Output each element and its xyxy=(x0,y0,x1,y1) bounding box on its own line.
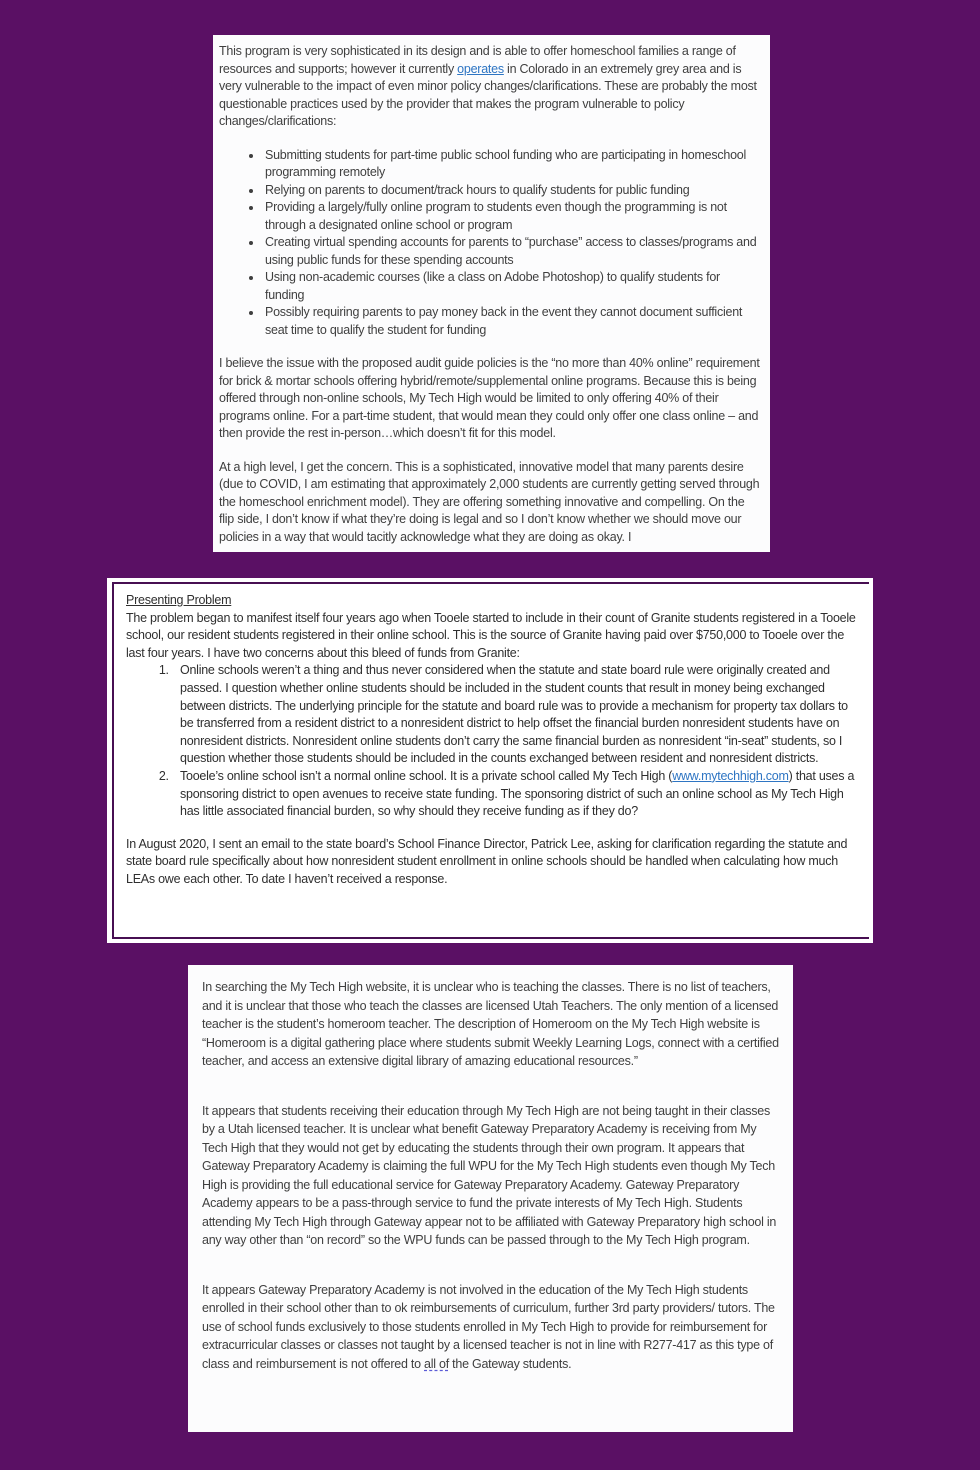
numbered-item xyxy=(172,768,859,821)
bullet-text: Creating virtual spending accounts for parents to “purchase” access to classes/programs and using public funds for these spending accounts xyxy=(265,235,757,267)
audit-guide-paragraph: I believe the issue with the proposed audit guide policies is the “no more than 40% online” requirement for brick & mortar schools offering hybrid/remote/supplemental online programs. Because this is being offered through non-online schools, My Tech High would be limited to only offering 40% of their programs online. For a part-time student, that would mean they could only offer one class online – and then provide the rest in-person…which doesn’t fit for this model. xyxy=(219,356,760,440)
bullet-item xyxy=(263,234,760,269)
numbered-item xyxy=(172,662,859,768)
reimbursement-text-after: the Gateway students. xyxy=(448,1356,572,1371)
reimbursement-text-before: It appears Gateway Preparatory Academy is not involved in the education of the My Tech High students enrolled in their school other than to ok reimbursements of curriculum, further 3rd party providers/ tutors. The use of school funds exclusively to those students enrolled in My Tech High to provide for reimbursement for extracurricular classes or classes not taught by a licensed teacher is not in line with R277-417 as this type of class and reimbursement is not offered to xyxy=(202,1282,775,1371)
concerns-list xyxy=(126,662,859,820)
presenting-problem-heading: Presenting Problem xyxy=(126,593,232,607)
intro-text-after: in Colorado in an extremely grey area and is very vulnerable to the impact of even minor policy changes/clarifications. These are probably the most questionable practices used by the provider that makes the program vulnerable to policy changes/clarifications: xyxy=(219,61,757,128)
concern-1-text: Online schools weren’t a thing and thus never considered when the statute and state board rule were originally created and passed. I question whether online students should be included in the student counts that result in money being exchanged between districts. The underlying principle for the statute and board rule was to provide a mechanism for property tax dollars to be transferred from a resident district to a nonresident district to help offset the financial burden nonresident students have on nonresident districts. Nonresident online students don’t carry the same financial burden as nonresident “in-seat” students, so I question whether those students should be included in the counts exchanged between resident and nonresident districts. xyxy=(180,663,848,766)
bullet-text: Relying on parents to document/track hours to qualify students for public funding xyxy=(265,182,690,197)
operates-link[interactable]: operates xyxy=(457,61,504,76)
august-email-paragraph: In August 2020, I sent an email to the state board’s School Finance Director, Patrick Lee, asking for clarification regarding the statute and state board rule specifically about how nonresident student enrollment in online schools should be handled when calculating how much LEAs owe each other. To date I haven’t received a response. xyxy=(126,836,848,886)
bullet-item xyxy=(263,304,760,339)
intro-text-before: This program is very sophisticated in its design and is able to offer homeschool families a range of resources and supports; however it currently xyxy=(219,44,736,76)
bullet-text: Submitting students for part-time public school funding who are participating in homeschool programming remotely xyxy=(265,147,746,179)
concern-2-text-before: Tooele’s online school isn’t a normal online school. It is a private school called My Tech High ( xyxy=(180,768,673,783)
bullet-item xyxy=(263,147,760,182)
bordered-text-frame xyxy=(112,582,869,939)
teachers-paragraph: In searching the My Tech High website, it is unclear who is teaching the classes. There is no list of teachers, and it is unclear that those who teach the classes are licensed Utah Teachers. The only mention of a licensed teacher is the student’s homeroom teacher. The description of Homeroom on the My Tech High website is “Homeroom is a digital gathering place where students submit Weekly Learning Logs, connect with a certified teacher, and access an extensive digital library of amazing educational resources.” xyxy=(202,980,779,1068)
grammar-marked-text: all of xyxy=(424,1356,449,1371)
concern-2-text-after: ) that uses a sponsoring district to open avenues to receive state funding. The sponsoring district of such an online school as My Tech High has little associated financial burden, so why should they receive funding as if they do? xyxy=(180,768,855,819)
bullet-item xyxy=(263,199,760,234)
intro-paragraph xyxy=(219,43,760,131)
bullet-text: Providing a largely/fully online program to students even though the programming is not through a designated online school or program xyxy=(265,200,727,232)
high-level-paragraph: At a high level, I get the concern. This is a sophisticated, innovative model that many parents desire (due to COVID, I am estimating that approximately 2,000 students are currently getting served through the homeschool enrichment model). They are offering something innovative and compelling. On the flip side, I don’t know if what they’re doing is legal and so I don’t know whether we should move our policies in a way that would tacitly acknowledge what they are doing as okay. I xyxy=(219,459,760,544)
wpu-passthrough-paragraph: It appears that students receiving their education through My Tech High are not being taught in their classes by a Utah licensed teacher. It is unclear what benefit Gateway Preparatory Academy is receiving from My Tech High that they would not get by educating the students through their own program. It appears that Gateway Preparatory Academy is claiming the full WPU for the My Tech High students even though My Tech High is providing the full educational service for Gateway Preparatory Academy. Gateway Preparatory Academy appears to be a pass-through service to fund the private interests of My Tech High. Students attending My Tech High through Gateway appear not to be affiliated with Gateway Preparatory high school in any way other than “on record” so the WPU funds can be passed through to the My Tech High program. xyxy=(202,1103,777,1247)
bullet-text: Possibly requiring parents to pay money back in the event they cannot document sufficient seat time to qualify the student for funding xyxy=(265,305,743,337)
questionable-practices-list xyxy=(219,147,760,340)
bullet-text: Using non-academic courses (like a class on Adobe Photoshop) to qualify students for funding xyxy=(265,270,720,302)
reimbursement-paragraph xyxy=(202,1281,781,1374)
document-excerpt-bottom xyxy=(188,965,793,1432)
document-excerpt-top xyxy=(213,35,770,552)
problem-intro-paragraph: The problem began to manifest itself four years ago when Tooele started to include in their count of Granite students registered in a Tooele school, our resident students registered in their online school. This is the source of Granite having paid over $750,000 to Tooele over the last four years. I have two concerns about this bleed of funds from Granite: xyxy=(126,610,856,660)
bullet-item xyxy=(263,269,760,304)
document-excerpt-middle xyxy=(107,578,873,943)
bullet-item xyxy=(263,182,760,200)
mytechhigh-link[interactable]: www.mytechhigh.com xyxy=(672,768,789,783)
